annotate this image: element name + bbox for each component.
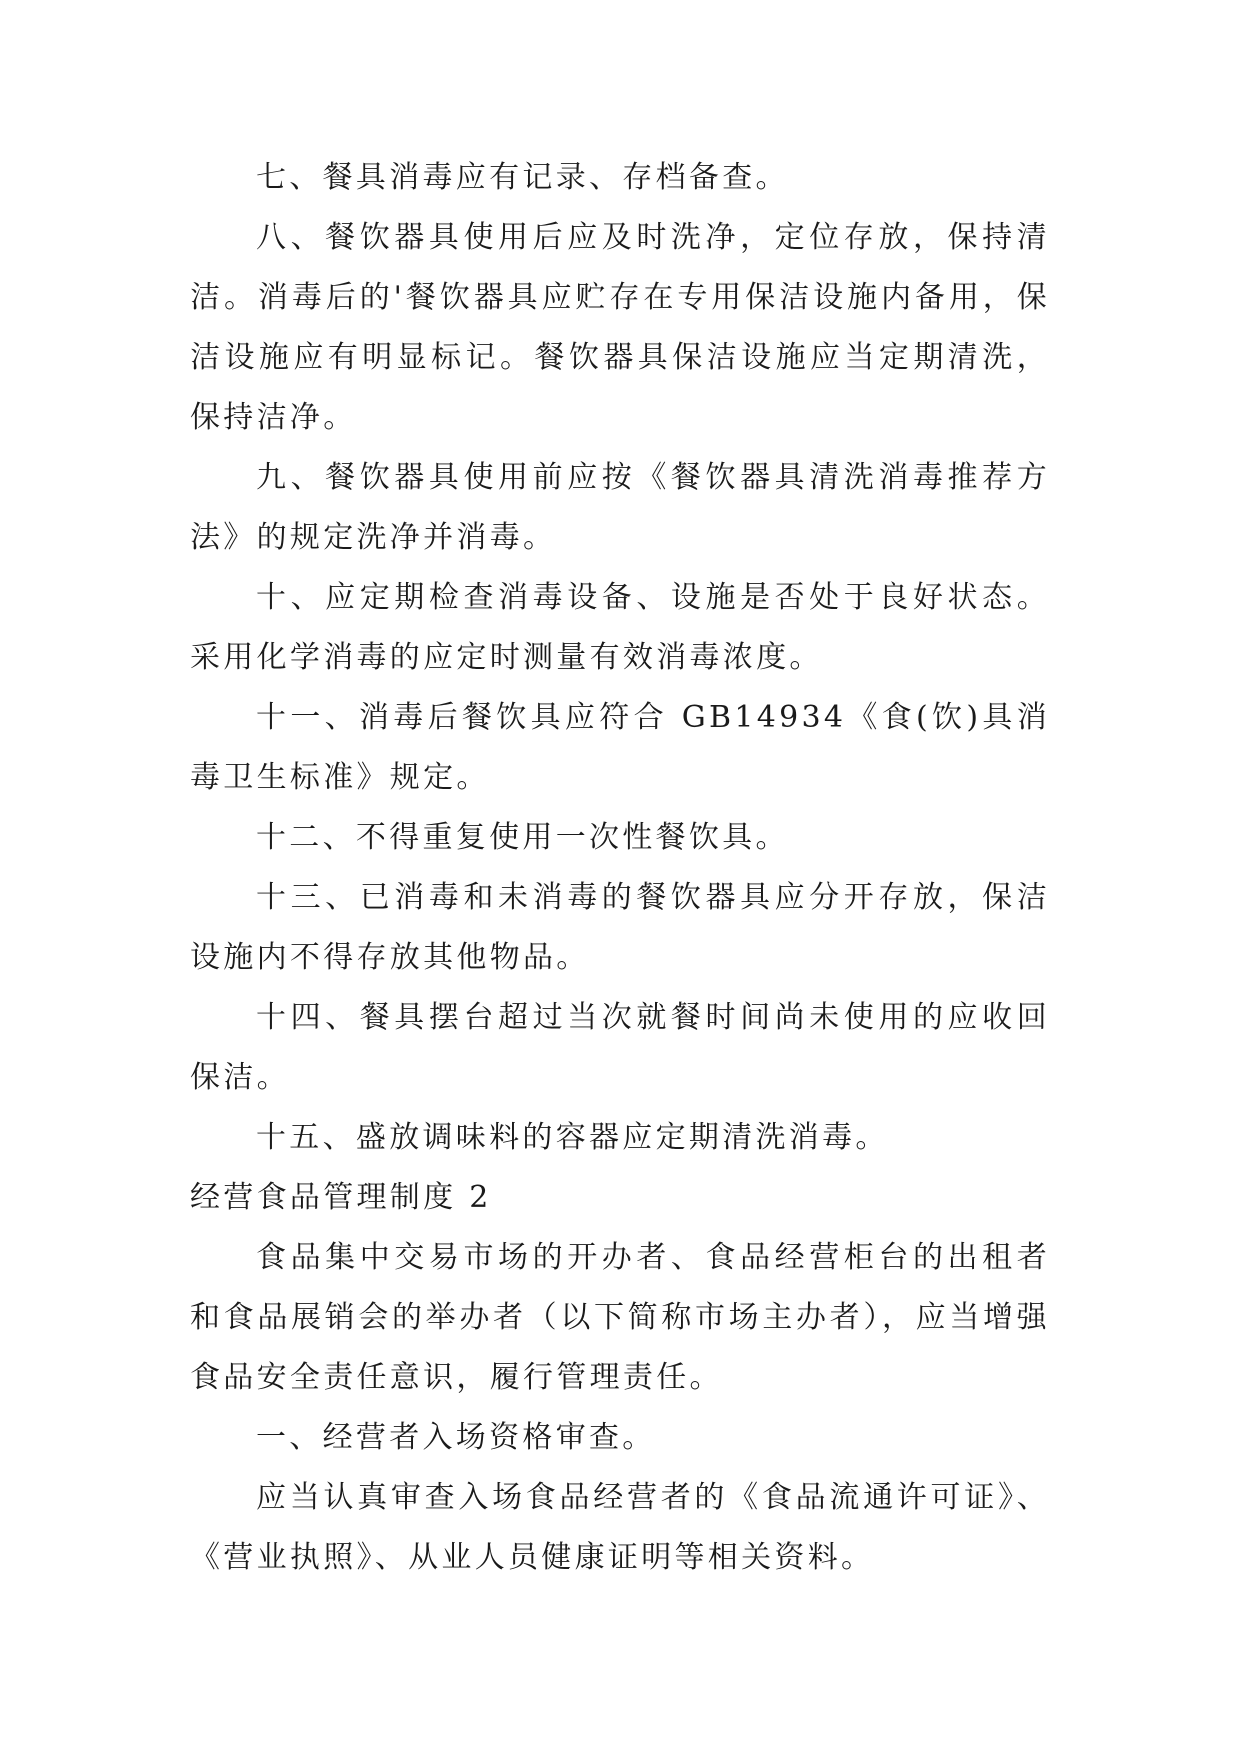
paragraph-item-14: 十四、餐具摆台超过当次就餐时间尚未使用的应收回保洁。 xyxy=(190,1000,1050,1095)
paragraph-item-8: 八、餐饮器具使用后应及时洗净，定位存放，保持清洁。消毒后的'餐饮器具应贮存在专用保洁设施内备用，保洁设施应有明显标记。餐饮器具保洁设施应当定期清洗，保持洁净。 xyxy=(190,220,1050,435)
paragraph-item-12: 十二、不得重复使用一次性餐饮具。 xyxy=(256,820,789,855)
paragraph-item-13: 十三、已消毒和未消毒的餐饮器具应分开存放，保洁设施内不得存放其他物品。 xyxy=(190,880,1050,975)
document-page xyxy=(190,148,1050,1588)
paragraph-item-15: 十五、盛放调味料的容器应定期清洗消毒。 xyxy=(256,1120,889,1155)
section-title: 经营食品管理制度 2 xyxy=(190,1180,492,1215)
paragraph-item-9: 九、餐饮器具使用前应按《餐饮器具清洗消毒推荐方法》的规定洗净并消毒。 xyxy=(190,460,1050,555)
paragraph-item-11: 十一、消毒后餐饮具应符合 GB14934《食(饮)具消毒卫生标准》规定。 xyxy=(190,700,1050,795)
paragraph-item-7: 七、餐具消毒应有记录、存档备查。 xyxy=(256,160,789,195)
section-intro-paragraph: 食品集中交易市场的开办者、食品经营柜台的出租者和食品展销会的举办者（以下简称市场主办者），应当增强食品安全责任意识，履行管理责任。 xyxy=(190,1240,1050,1395)
section-item-1-detail: 应当认真审查入场食品经营者的《食品流通许可证》、《营业执照》、从业人员健康证明等相关资料。 xyxy=(190,1480,1050,1575)
section-item-1: 一、经营者入场资格审查。 xyxy=(256,1420,656,1455)
paragraph-item-10: 十、应定期检查消毒设备、设施是否处于良好状态。采用化学消毒的应定时测量有效消毒浓度。 xyxy=(190,580,1050,675)
